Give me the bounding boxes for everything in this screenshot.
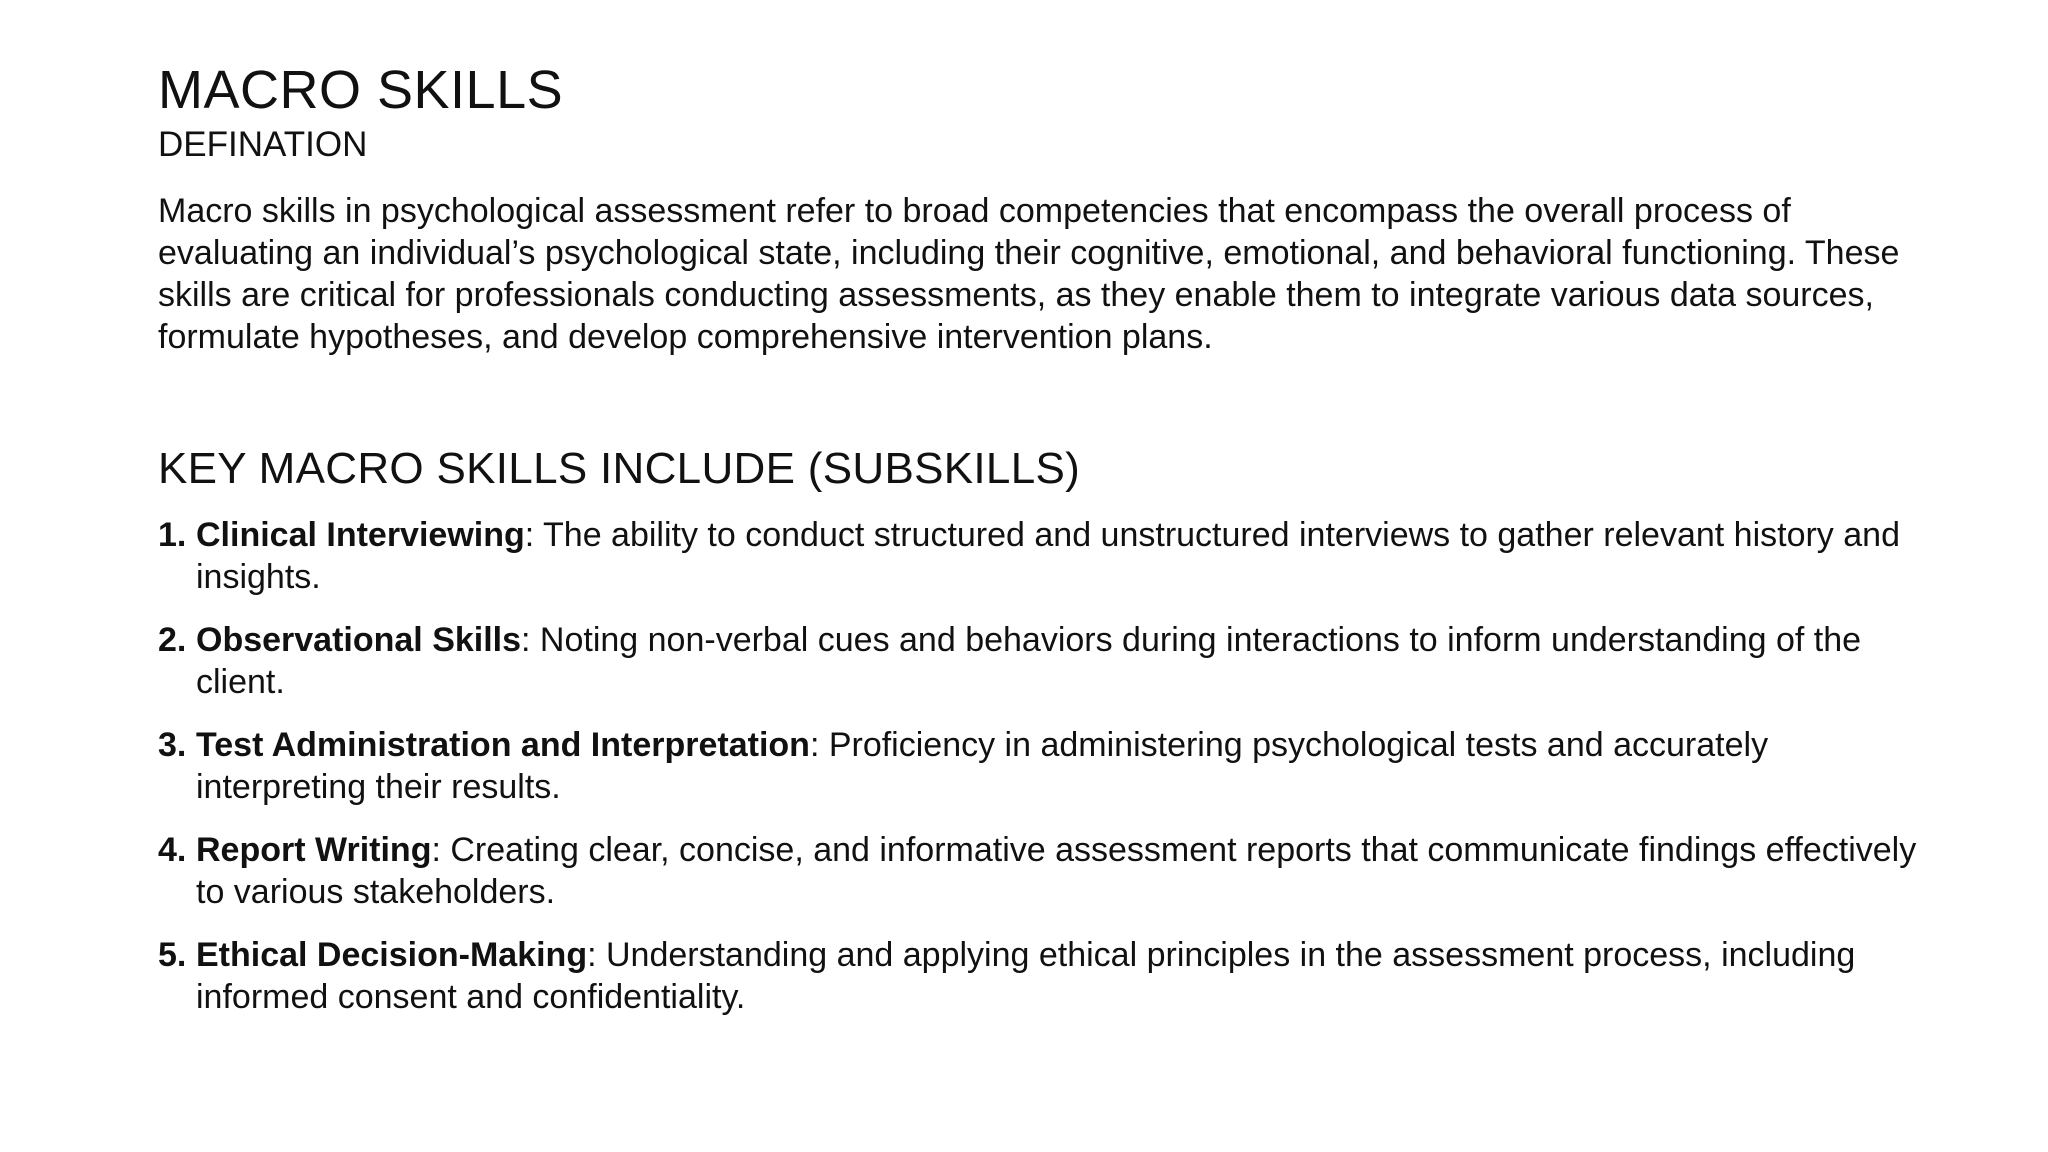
- slide-title: MACRO SKILLS: [158, 60, 564, 120]
- skill-description: : Creating clear, concise, and informative assessment reports that communicate findings effectively to various stakeholders.: [196, 831, 1917, 911]
- skill-name: Report Writing: [196, 831, 432, 869]
- skill-description: : Understanding and applying ethical principles in the assessment process, including informed consent and confidentiality.: [196, 936, 1856, 1016]
- skill-name: Clinical Interviewing: [196, 516, 525, 554]
- skill-description: : The ability to conduct structured and unstructured interviews to gather relevant history and insights.: [196, 516, 1900, 596]
- skill-number: 1.: [158, 516, 187, 554]
- skill-item: [158, 514, 1936, 598]
- skill-item: [158, 829, 1936, 913]
- skill-name: Observational Skills: [196, 621, 522, 659]
- skill-description: : Noting non-verbal cues and behaviors during interactions to inform understanding of the client.: [196, 621, 1862, 701]
- skill-name: Ethical Decision-Making: [196, 936, 588, 974]
- slide-content: [158, 58, 1918, 1039]
- skill-number: 4.: [158, 831, 187, 869]
- skill-description: : Proficiency in administering psychological tests and accurately interpreting their results.: [196, 726, 1769, 806]
- skill-item: [158, 724, 1936, 808]
- skill-item: [158, 619, 1936, 703]
- definition-paragraph: Macro skills in psychological assessment refer to broad competencies that encompass the overall process of evaluating an individual’s psychological state, including their cognitive, emotional, and behavioral functioning. These skills are critical for professionals conducting assessments, as they enable them to integrate various data sources, formulate hypotheses, and develop comprehensive intervention plans.: [158, 192, 1900, 356]
- slide-subtitle: DEFINATION: [158, 125, 368, 164]
- skill-number: 2.: [158, 621, 187, 659]
- skill-name: Test Administration and Interpretation: [196, 726, 810, 764]
- skill-list: [158, 514, 1918, 1018]
- skill-item: [158, 934, 1936, 1018]
- skill-number: 3.: [158, 726, 187, 764]
- section-heading: KEY MACRO SKILLS INCLUDE (SUBSKILLS): [158, 444, 1081, 493]
- skill-number: 5.: [158, 936, 187, 974]
